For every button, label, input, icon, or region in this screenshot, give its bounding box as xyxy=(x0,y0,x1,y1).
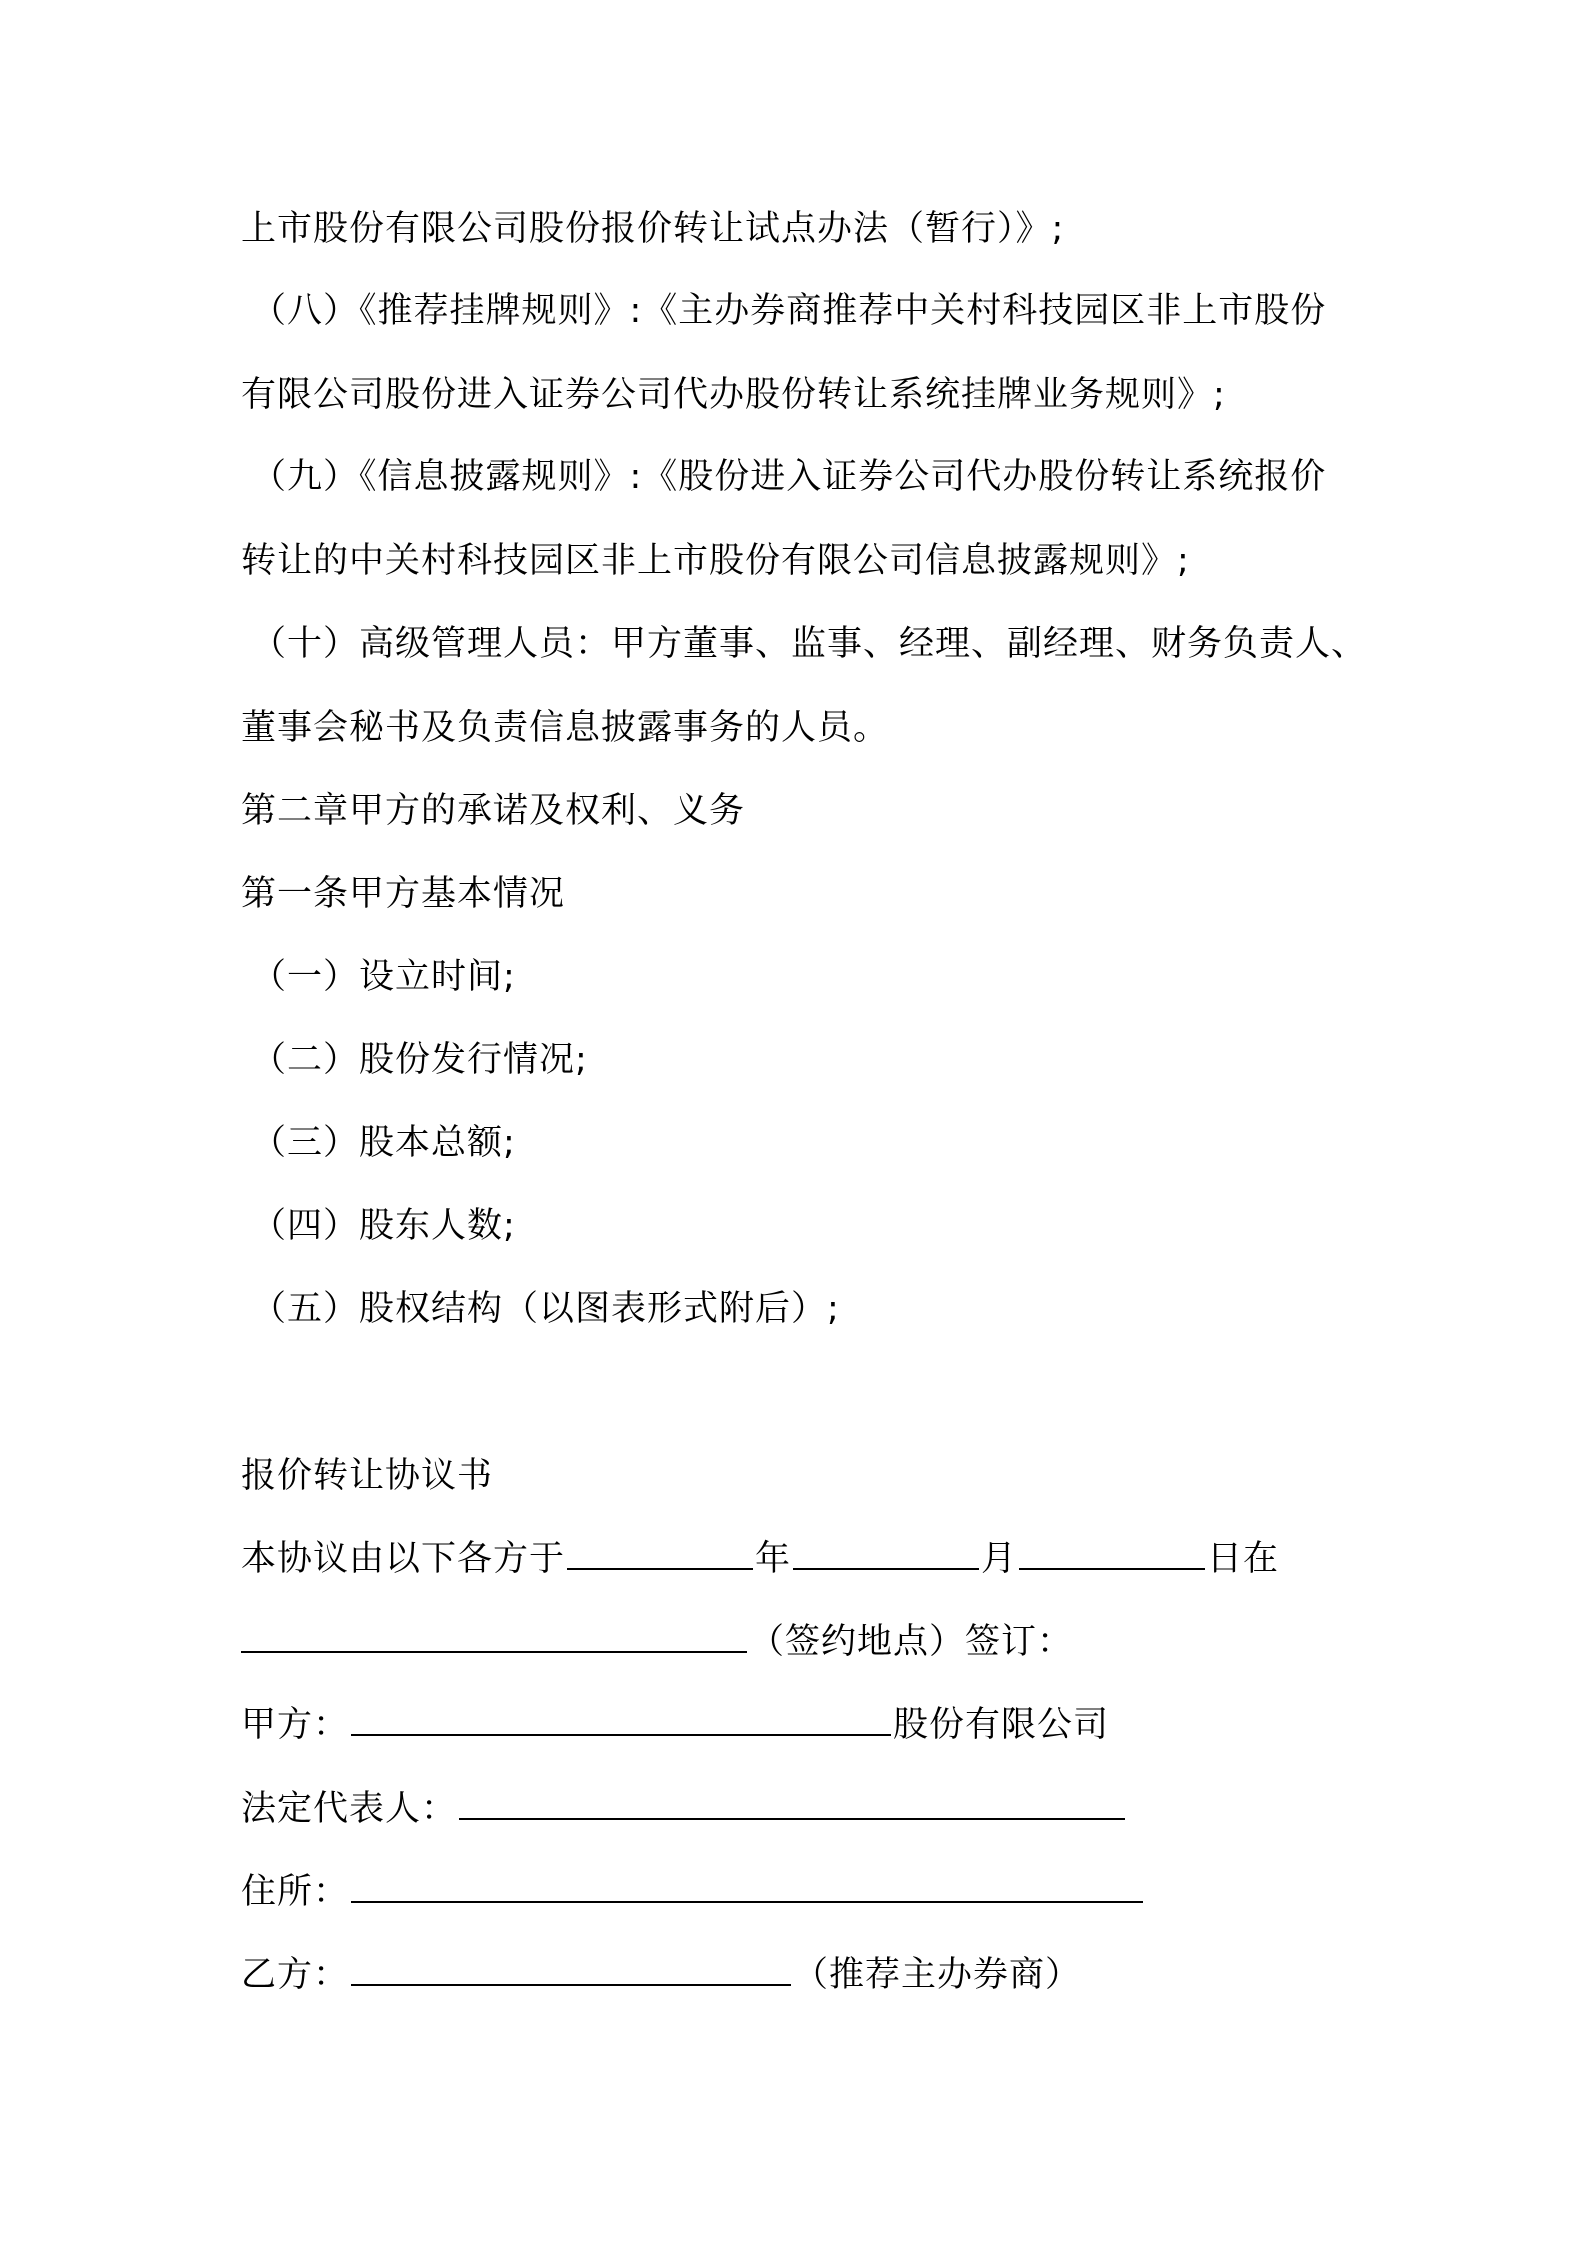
legal-rep-label: 法定代表人： xyxy=(241,1789,458,1829)
party-a-line xyxy=(241,1700,1109,1750)
paragraph-line: 转让的中关村科技园区非上市股份有限公司信息披露规则》; xyxy=(241,541,1190,581)
list-item: （五）股权结构（以图表形式附后）; xyxy=(251,1289,840,1329)
paragraph-line: 董事会秘书及负责信息披露事务的人员。 xyxy=(241,708,890,748)
party-a-blank xyxy=(351,1704,891,1736)
month-blank xyxy=(793,1538,979,1570)
address-blank xyxy=(351,1871,1143,1903)
list-item: （三）股本总额; xyxy=(251,1123,516,1163)
signing-place-line xyxy=(241,1617,1073,1667)
day-label: 日在 xyxy=(1207,1539,1280,1579)
list-item: （四）股东人数; xyxy=(251,1206,516,1246)
party-b-blank xyxy=(351,1954,791,1986)
party-b-label: 乙方： xyxy=(241,1955,350,1995)
paragraph-line: 上市股份有限公司股份报价转让试点办法（暂行）》; xyxy=(241,209,1065,249)
signing-place-label: （签约地点）签订： xyxy=(749,1622,1074,1662)
list-item: （一）设立时间; xyxy=(251,957,516,997)
party-a-suffix: 股份有限公司 xyxy=(893,1705,1110,1745)
paragraph-line: 有限公司股份进入证券公司代办股份转让系统挂牌业务规则》; xyxy=(241,375,1226,415)
legal-rep-line xyxy=(241,1784,1127,1834)
list-item: （二）股份发行情况; xyxy=(251,1040,588,1080)
paragraph-line: （十）高级管理人员：甲方董事、监事、经理、副经理、财务负责人、 xyxy=(251,624,1368,664)
signing-date-line xyxy=(241,1534,1279,1584)
legal-rep-blank xyxy=(459,1788,1125,1820)
day-blank xyxy=(1019,1538,1205,1570)
article-heading: 第一条甲方基本情况 xyxy=(241,874,566,914)
paragraph-line: （九）《信息披露规则》:《股份进入证券公司代办股份转让系统报价 xyxy=(251,457,1327,497)
party-b-line xyxy=(241,1950,1081,2000)
signing-prefix: 本协议由以下各方于 xyxy=(241,1539,566,1579)
year-label: 年 xyxy=(755,1539,792,1579)
paragraph-line: （八）《推荐挂牌规则》:《主办券商推荐中关村科技园区非上市股份 xyxy=(251,291,1327,331)
party-a-label: 甲方： xyxy=(241,1705,350,1745)
year-blank xyxy=(567,1538,753,1570)
agreement-title: 报价转让协议书 xyxy=(241,1456,494,1496)
month-label: 月 xyxy=(981,1539,1018,1579)
address-line xyxy=(241,1867,1145,1917)
party-b-suffix: （推荐主办券商） xyxy=(793,1955,1082,1995)
place-blank xyxy=(241,1621,747,1653)
address-label: 住所： xyxy=(241,1872,350,1912)
chapter-heading: 第二章甲方的承诺及权利、义务 xyxy=(241,791,746,831)
